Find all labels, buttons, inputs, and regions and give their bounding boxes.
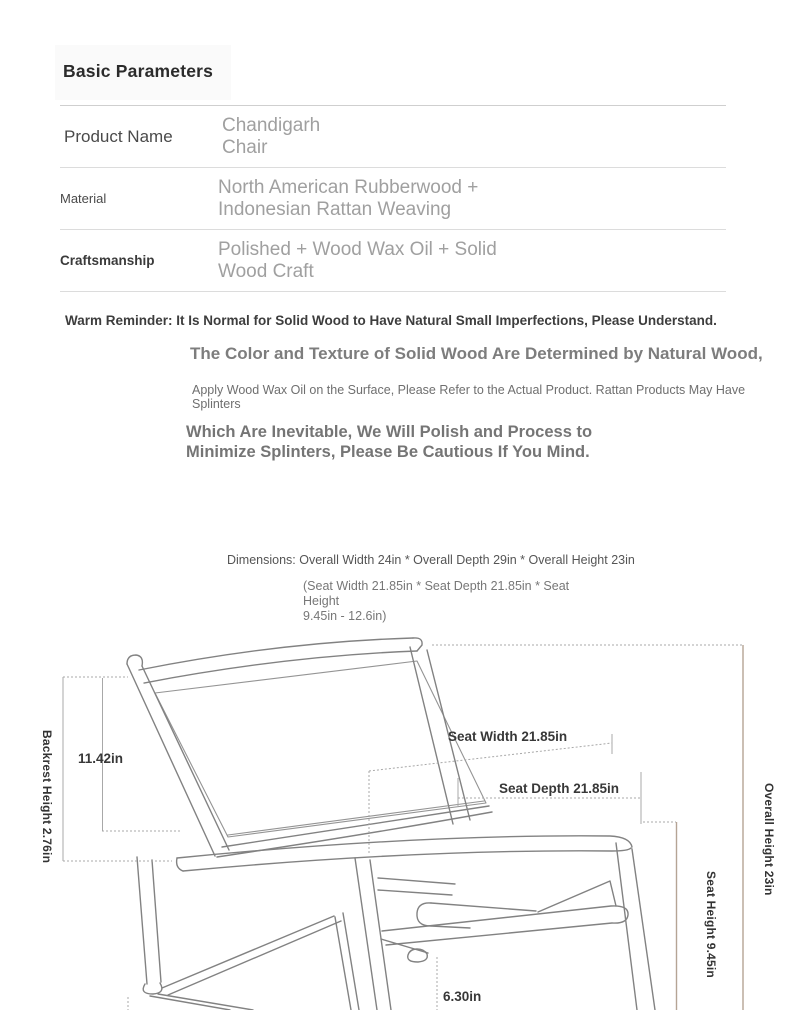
seat-height-label: Seat Height 9.45in [704,871,718,978]
backrest-height-label: Backrest Height 2.76in [40,730,54,864]
splinter-note: Which Are Inevitable, We Will Polish and Process to Minimize Splinters, Please Be Cautious If You Mind. [186,423,593,461]
row-value: Chandigarh Chair [222,114,321,158]
color-texture-note: The Color and Texture of Solid Wood Are Determined by Natural Wood, [190,344,763,363]
dimensions-summary: Dimensions: Overall Width 24in * Overall Depth 29in * Overall Height 23in [227,553,635,567]
row-label: Material [60,191,107,206]
seat-depth-label: Seat Depth 21.85in [499,781,620,796]
row-value: Polished + Wood Wax Oil + Solid Wood Craft [218,238,497,282]
row-label: Product Name [64,126,173,146]
seat-dimensions-summary: (Seat Width 21.85in * Seat Depth 21.85in * Seat Height 9.45in - 12.6in) [303,579,570,623]
overall-height-label: Overall Height 23in [762,783,776,896]
backrest-inner-height-label: 11.42in [78,751,124,766]
front-rail-height-label: 6.30in [443,989,482,1004]
row-value: North American Rubberwood + Indonesian Rattan Weaving [218,176,479,220]
seat-width-label: Seat Width 21.85in [448,729,568,744]
wax-oil-note: Apply Wood Wax Oil on the Surface, Please Refer to the Actual Product. Rattan Products May Have Splinters [192,383,746,411]
warm-reminder-text: Warm Reminder: It Is Normal for Solid Wood to Have Natural Small Imperfections, Please Understand. [65,313,717,328]
row-label: Craftsmanship [60,253,155,268]
section-title: Basic Parameters [63,61,214,81]
